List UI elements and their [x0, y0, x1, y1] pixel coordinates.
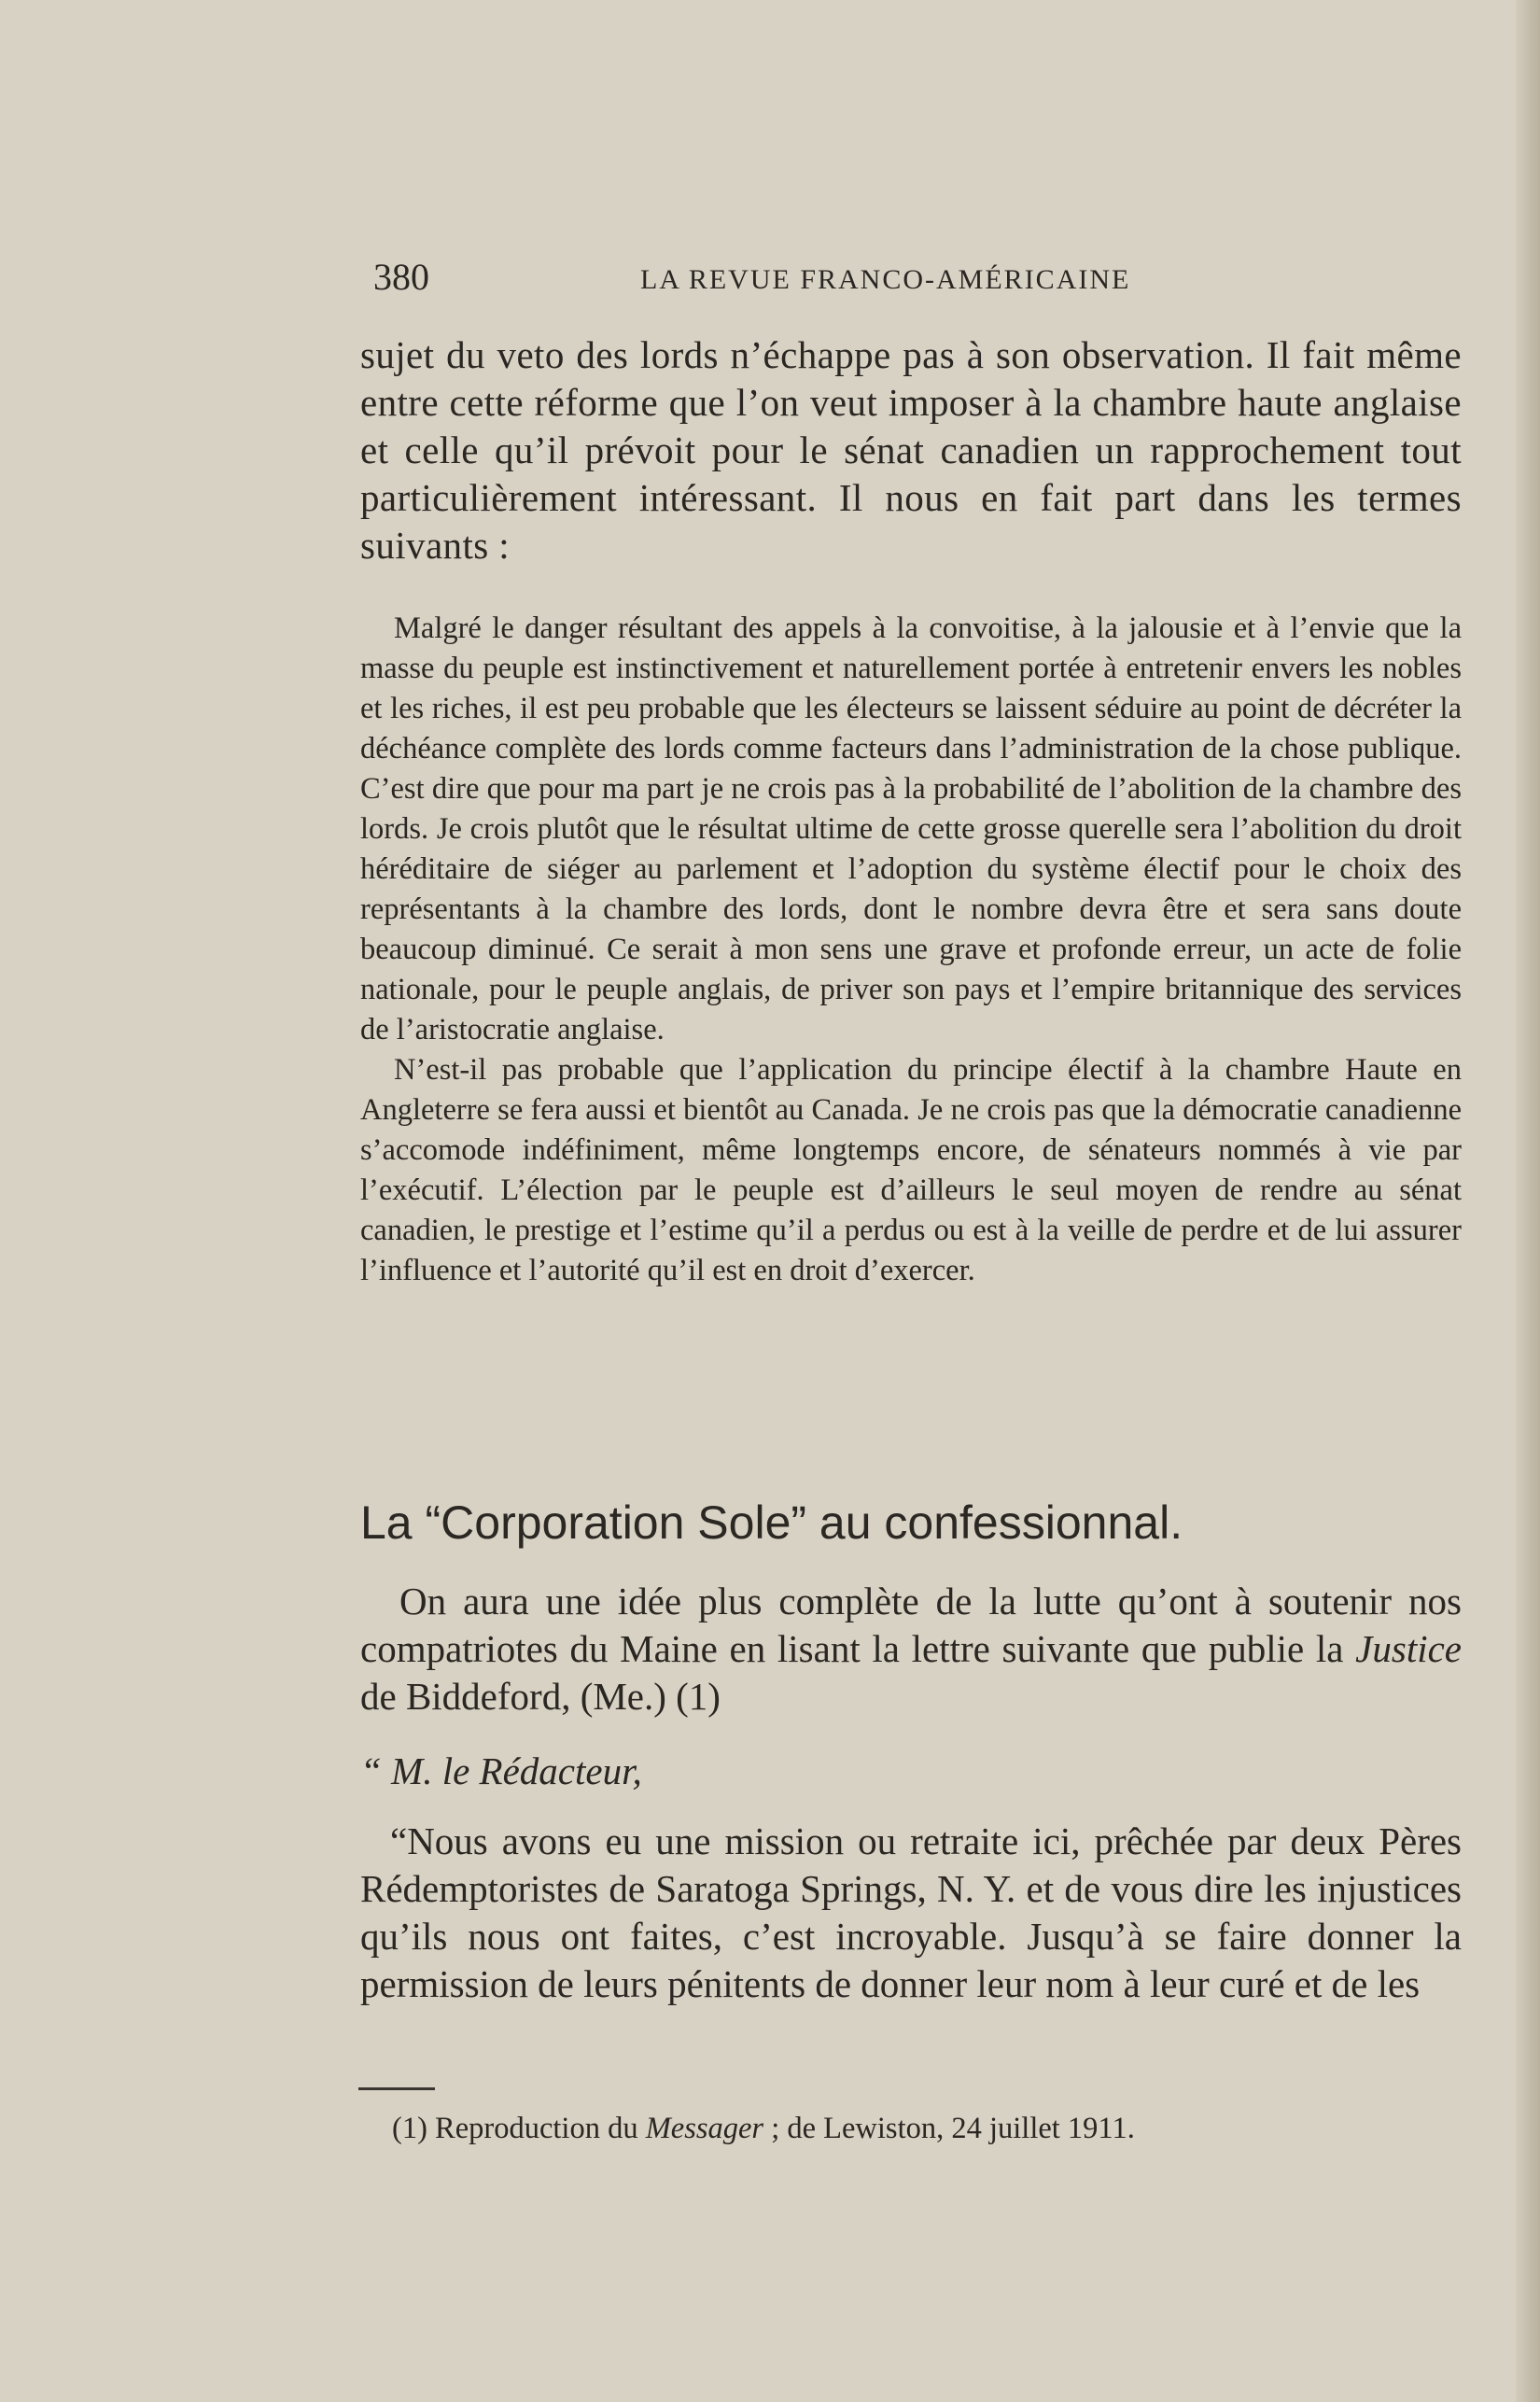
letter-text: “Nous avons eu une mission ou retraite ici, prêchée par deux Pères Rédemptoristes de Saratoga Springs, N. Y. et de vous dire les injustices qu’ils nous ont faites, c’est incroyable. Jusqu’à se faire donner la permission de leurs pénitents de donner leur nom à leur curé et de les: [360, 1819, 1462, 2005]
section-intro-before: On aura une idée plus complète de la lutte qu’ont à soutenir nos compatriotes du Maine en lisant la lettre suivante que publie la: [360, 1580, 1462, 1670]
footnote-marker: (1): [392, 2112, 427, 2145]
footnote-journal: Messager: [645, 2112, 764, 2145]
intro-paragraph: [360, 331, 1462, 569]
section-intro-paragraph: [360, 1578, 1462, 1721]
intro-paragraph-text: sujet du veto des lords n’échappe pas à son observation. Il fait même entre cette réforme que l’on veut imposer à la chambre haute anglaise et celle qu’il prévoit pour le sénat canadien un rapprochement tout particulièrement intéressant. Il nous en fait part dans les termes suivants :: [360, 333, 1462, 567]
page-number: 380: [373, 256, 429, 298]
quotation-paragraph-1: Malgré le danger résultant des appels à la convoitise, à la jalousie et à l’envie que la masse du peuple est instinctivement et naturellement portée à entretenir envers les nobles et les riches, il est peu probable que les électeurs se laissent séduire au point de décréter la déchéance complète des lords comme facteurs dans l’administration de la chose publique. C’est dire que pour ma part je ne crois pas à la probabilité de l’abolition de la chambre des lords. Je crois plutôt que le résultat ultime de cette grosse querelle sera l’abolition du droit héréditaire de siéger au parlement et l’adoption du système électif pour le choix des représentants à la chambre des lords, dont le nombre devra être et sera sans doute beaucoup diminué. Ce serait à mon sens une grave et profonde erreur, un acte de folie nationale, pour le peuple anglais, de priver son pays et l’empire britannique des services de l’aristocratie anglaise.: [360, 611, 1462, 1046]
letter-salutation: “ M. le Rédacteur,: [360, 1749, 642, 1792]
footnote-before: Reproduction du: [435, 2112, 638, 2145]
section-intro-after: de Biddeford, (Me.) (1): [360, 1675, 721, 1718]
footnote-rule: [358, 2087, 435, 2090]
page-edge: [1516, 0, 1540, 2402]
footnote: [392, 2108, 1437, 2149]
footnote-after: ; de Lewiston, 24 juillet 1911.: [771, 2112, 1135, 2145]
journal-name-justice: Justice: [1355, 1627, 1463, 1670]
section-body: [360, 1578, 1462, 2008]
quotation: [360, 609, 1462, 1291]
running-head: [373, 254, 1465, 301]
section-heading: La “Corporation Sole” au confessionnal.: [360, 1496, 1183, 1549]
quotation-paragraph-2: N’est-il pas probable que l’application du principe électif à la chambre Haute en Angleterre se fera aussi et bientôt au Canada. Je ne crois pas que la démocratie canadienne s’accomode indéfiniment, même longtemps encore, de sénateurs nommés à vie par l’exécutif. L’élection par le peuple est d’ailleurs le seul moyen de rendre au sénat canadien, le prestige et l’estime qu’il a perdus ou est à la veille de perdre et de lui assurer l’influence et l’autorité qu’il est en droit d’exercer.: [360, 1053, 1462, 1287]
journal-title: LA REVUE FRANCO-AMÉRICAINE: [640, 264, 1131, 295]
